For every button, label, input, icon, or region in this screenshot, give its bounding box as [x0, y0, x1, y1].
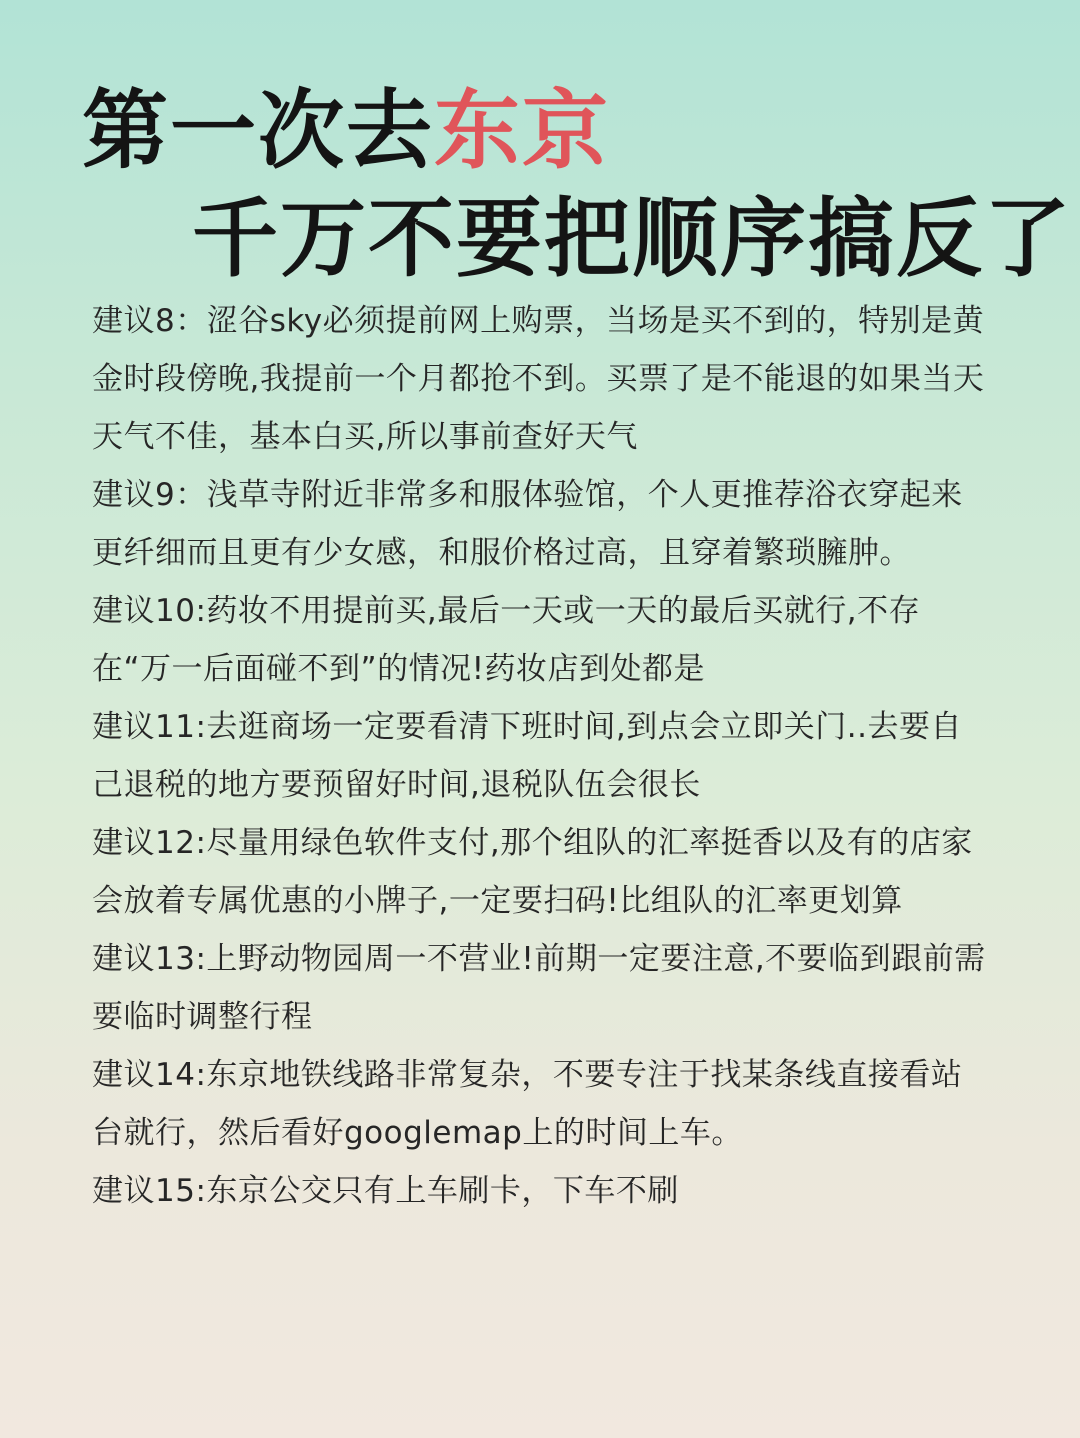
tips-list [92, 292, 992, 1220]
title-line-2: 千万不要把顺序搞反了 [192, 188, 1072, 289]
title-line-1 [82, 76, 610, 186]
tip-9: 建议9：浅草寺附近非常多和服体验馆，个人更推荐浴衣穿起来更纤细而且更有少女感，和服价格过高，且穿着繁琐臃肿。 [92, 477, 963, 571]
tip-15: 建议15:东京公交只有上车刷卡，下车不刷 [92, 1173, 679, 1209]
tip-8: 建议8：涩谷sky必须提前网上购票，当场是买不到的，特别是黄金时段傍晚,我提前一个月都抢不到。买票了是不能退的如果当天天气不佳，基本白买,所以事前查好天气 [92, 303, 985, 455]
tip-12: 建议12:尽量用绿色软件支付,那个组队的汇率挺香以及有的店家会放着专属优惠的小牌子,一定要扫码!比组队的汇率更划算 [92, 825, 973, 919]
tip-13: 建议13:上野动物园周一不营业!前期一定要注意,不要临到跟前需要临时调整行程 [92, 941, 986, 1035]
tip-11: 建议11:去逛商场一定要看清下班时间,到点会立即关门..去要自己退税的地方要预留好时间,退税队伍会很长 [92, 709, 962, 803]
title-prefix: 第一次去 [82, 80, 434, 181]
tip-10: 建议10:药妆不用提前买,最后一天或一天的最后买就行,不存在“万一后面碰不到”的情况!药妆店到处都是 [92, 593, 921, 687]
title-accent-city: 东京 [434, 80, 610, 181]
tip-14: 建议14:东京地铁线路非常复杂，不要专注于找某条线直接看站台就行，然后看好googlemap上的时间上车。 [92, 1057, 963, 1151]
